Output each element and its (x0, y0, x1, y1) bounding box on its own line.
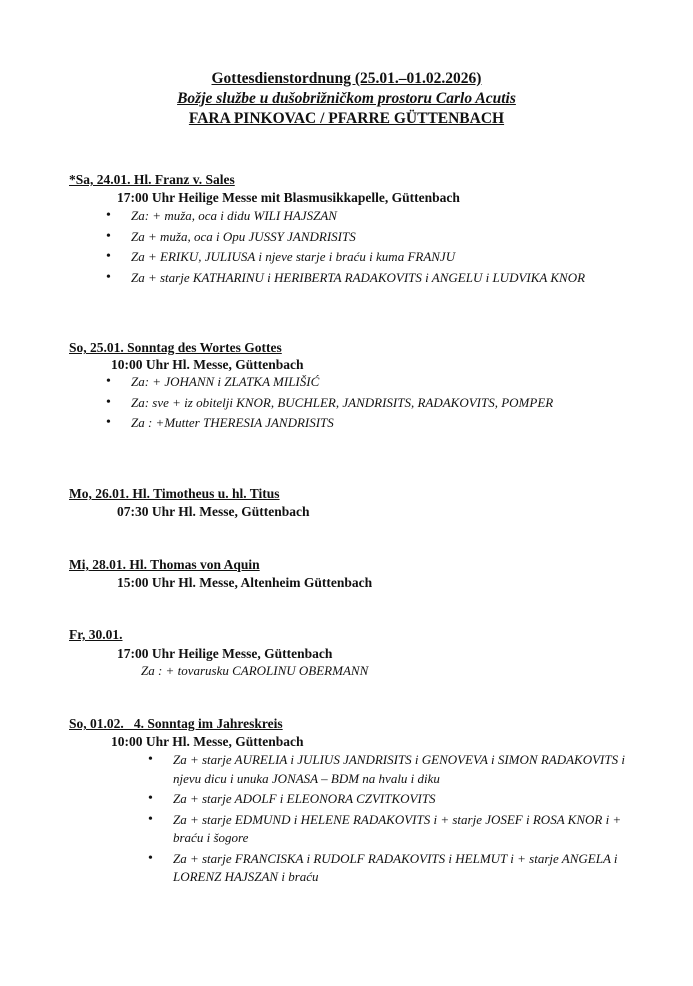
intention-list (145, 751, 632, 889)
day-heading-so-25: So, 25.01. Sonntag des Wortes Gottes (69, 340, 282, 355)
mass-time: 10:00 Uhr Hl. Messe, Güttenbach (111, 734, 304, 749)
intention-list (103, 373, 663, 435)
mass-time: 17:00 Uhr Heilige Messe, Güttenbach (117, 646, 333, 661)
day-heading-sa-24: *Sa, 24.01. Hl. Franz v. Sales (69, 172, 235, 187)
mass-time: 17:00 Uhr Heilige Messe mit Blasmusikkapelle, Güttenbach (117, 190, 460, 205)
intention-item: • Za: sve + iz obitelji KNOR, BUCHLER, JANDRISITS, RADAKOVITS, POMPER (103, 394, 663, 413)
mass-time: 15:00 Uhr Hl. Messe, Altenheim Güttenbach (117, 575, 373, 590)
intention-item: • Za : +Mutter THERESIA JANDRISITS (103, 414, 663, 433)
day-heading-mo-26: Mo, 26.01. Hl. Timotheus u. hl. Titus (69, 486, 280, 501)
intention-note: Za : + tovarusku CAROLINU OBERMANN (141, 663, 369, 678)
intention-item: • Za + starje AURELIA i JULIUS JANDRISITS i GENOVEVA i SIMON RADAKOVITS i njevu dicu i unuka JONASA – BDM na hvalu i diku (145, 751, 632, 788)
intention-item: • Za + starje ADOLF i ELEONORA CZVITKOVITS (145, 790, 632, 809)
intention-list (103, 207, 643, 289)
intention-item: • Za + muža, oca i Opu JUSSY JANDRISITS (103, 228, 643, 247)
mass-time: 10:00 Uhr Hl. Messe, Güttenbach (111, 357, 304, 372)
intention-item: • Za: + JOHANN i ZLATKA MILIŠIĆ (103, 373, 663, 392)
day-heading-mi-28: Mi, 28.01. Hl. Thomas von Aquin (69, 557, 260, 572)
document-subtitle: Božje službe u dušobrižničkom prostoru Carlo Acutis (177, 90, 516, 107)
day-heading-so-01: So, 01.02. 4. Sonntag im Jahreskreis (69, 716, 283, 731)
intention-item: • Za: + muža, oca i didu WILI HAJSZAN (103, 207, 643, 226)
document-title: Gottesdienstordnung (25.01.–01.02.2026) (211, 70, 482, 87)
intention-item: • Za + starje FRANCISKA i RUDOLF RADAKOVITS i HELMUT i + starje ANGELA i LORENZ HAJSZAN i braću (145, 850, 632, 887)
intention-item: • Za + starje KATHARINU i HERIBERTA RADAKOVITS i ANGELU i LUDVIKA KNOR (103, 269, 643, 288)
parish-name: FARA PINKOVAC / PFARRE GÜTTENBACH (188, 110, 505, 127)
intention-item: • Za + starje EDMUND i HELENE RADAKOVITS i + starje JOSEF i ROSA KNOR i + braću i šogore (145, 811, 632, 848)
mass-time: 07:30 Uhr Hl. Messe, Güttenbach (117, 504, 310, 519)
intention-item: • Za + ERIKU, JULIUSA i njeve starje i braću i kuma FRANJU (103, 248, 643, 267)
day-heading-fr-30: Fr, 30.01. (69, 627, 123, 642)
